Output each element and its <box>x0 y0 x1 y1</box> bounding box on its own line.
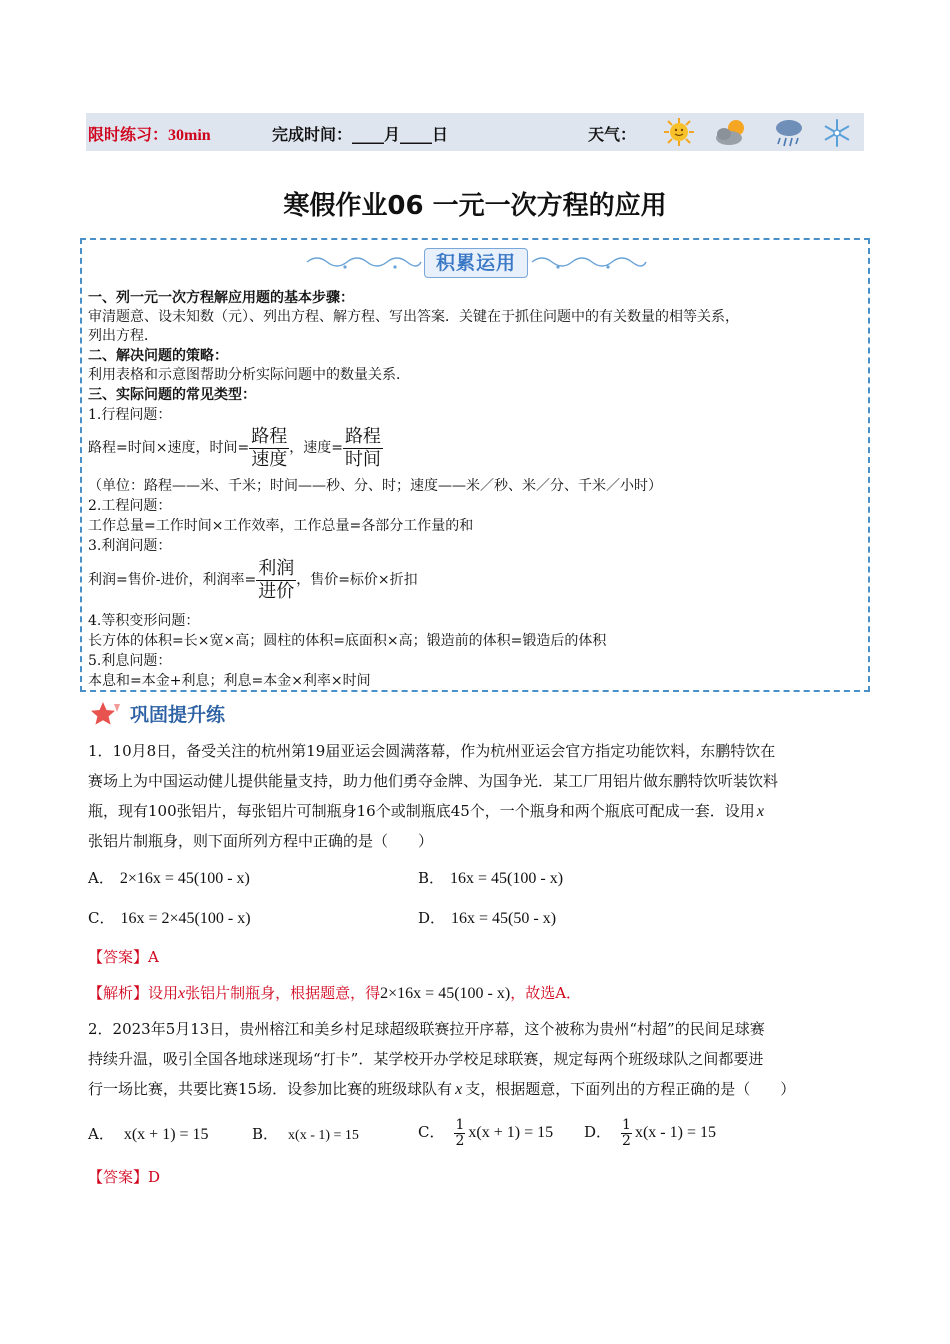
profit-formula-a: 利润=售价-进价，利润率= <box>88 572 257 588</box>
q2-line-2: 持续升温，吸引全国各地球迷现场“打卡”．某学校开办学校足球联赛，规定每两个班级球队之间都要进 <box>88 1050 764 1068</box>
type-work: 2.工程问题： <box>88 498 172 514</box>
q1-line-4: 张铝片制瓶身，则下面所列方程中正确的是（ ） <box>88 832 434 850</box>
fraction-numerator: 1 <box>622 1116 631 1133</box>
type-interest: 5.利息问题： <box>88 653 172 669</box>
option-equation: 16x = 45(50 - x) <box>451 910 557 927</box>
summary-banner: 积累运用 <box>424 248 528 278</box>
q2-option-d[interactable] <box>584 1112 716 1153</box>
weather-label: 天气： <box>588 125 637 144</box>
partly-cloudy-icon <box>712 116 752 148</box>
analysis-text-b: 张铝片制瓶身，根据题意，得 <box>185 984 381 1002</box>
option-equation: x(x - 1) = 15 <box>288 1128 359 1143</box>
interest-formula: 本息和=本金+利息；利息=本金×利率×时间 <box>88 673 371 689</box>
profit-rate-fraction <box>256 558 296 603</box>
q1-answer <box>88 947 159 967</box>
rain-cloud-icon <box>772 116 806 150</box>
analysis-label: 【解析】 <box>88 984 149 1002</box>
option-equation: 16x = 2×45(100 - x) <box>120 910 251 927</box>
q1-option-d[interactable] <box>418 908 556 929</box>
analysis-equation: 2×16x = 45(100 - x) <box>380 985 511 1002</box>
profit-formula <box>88 556 418 604</box>
option-label: C． <box>418 1123 445 1141</box>
option-label: B． <box>252 1125 279 1143</box>
fraction-numerator: 1 <box>455 1116 465 1133</box>
option-label: B． <box>418 869 445 887</box>
answer-value: A <box>148 948 159 966</box>
time-fraction <box>249 426 289 471</box>
option-label: D． <box>418 909 446 927</box>
fraction-denominator: 2 <box>622 1132 631 1149</box>
option-equation: x(x + 1) = 15 <box>123 1126 209 1143</box>
option-equation: 16x = 45(100 - x) <box>450 870 564 887</box>
travel-units: （单位：路程——米、千米；时间——秒、分、时；速度——米／秒、米／分、千米／小时） <box>88 478 662 494</box>
practice-time: 30min <box>168 127 211 144</box>
practice-label: 限时练习： <box>88 125 169 144</box>
star-icon <box>90 700 124 726</box>
half-fraction <box>621 1118 632 1149</box>
q2-option-c[interactable] <box>418 1112 553 1153</box>
q1-variable: x <box>756 803 764 820</box>
strategy-text: 利用表格和示意图帮助分析实际问题中的数量关系． <box>88 367 410 383</box>
answer-label: 【答案】 <box>88 1168 149 1186</box>
travel-formula-b: ，速度= <box>289 440 343 456</box>
q1-option-a[interactable] <box>88 868 250 889</box>
section-banner: 巩固提升练 <box>130 704 226 726</box>
option-equation: x(x + 1) = 15 <box>468 1124 554 1141</box>
q1-analysis <box>88 983 581 1004</box>
fraction-denominator: 速度 <box>251 448 288 470</box>
fraction-numerator: 利润 <box>258 557 295 579</box>
answer-value: D <box>148 1168 161 1186</box>
option-label: D． <box>584 1123 612 1141</box>
heading-types: 三、实际问题的常见类型： <box>88 387 256 403</box>
option-label: A． <box>88 1125 114 1143</box>
heading-strategy: 二、解决问题的策略： <box>88 348 228 364</box>
q2-option-b[interactable] <box>252 1124 359 1146</box>
q2-answer <box>88 1167 160 1187</box>
type-travel: 1.行程问题： <box>88 407 172 423</box>
steps-text-1: 审清题意、设未知数（元）、列出方程、解方程、写出答案．关键在于抓住问题中的有关数量的相等关系， <box>88 309 739 325</box>
speed-fraction <box>343 426 383 471</box>
heading-steps: 一、列一元一次方程解应用题的基本步骤： <box>88 290 354 306</box>
travel-formula <box>88 424 383 472</box>
q1-line-2: 赛场上为中国运动健儿提供能量支持，助力他们勇夺金牌、为国争光．某工厂用铝片做东鹏特饮听装饮料 <box>88 772 779 790</box>
fraction-numerator: 路程 <box>344 425 381 447</box>
q2-variable: x <box>455 1081 463 1098</box>
option-equation: 2×16x = 45(100 - x) <box>119 870 250 887</box>
profit-formula-b: ，售价=标价×折扣 <box>296 572 418 588</box>
analysis-variable: x <box>178 985 186 1002</box>
fraction-denominator: 时间 <box>344 448 381 470</box>
q1-line-3-text: 瓶，现有100张铝片，每张铝片可制瓶身16个或制瓶底45个，一个瓶身和两个瓶底可配成一套．设用 <box>88 802 755 820</box>
steps-text-2: 列出方程． <box>88 328 158 344</box>
practice-time-label <box>88 122 211 145</box>
finish-time-label: 完成时间：____月____日 <box>272 125 449 144</box>
q1-line-1: 1．10月8日，备受关注的杭州第19届亚运会圆满落幕，作为杭州亚运会官方指定功能饮料，东鹏特饮在 <box>88 742 776 760</box>
analysis-text-c: ，故选A． <box>510 984 582 1002</box>
type-volume: 4.等积变形问题： <box>88 613 200 629</box>
fraction-denominator: 进价 <box>258 580 295 602</box>
q1-option-b[interactable] <box>418 868 563 889</box>
half-fraction <box>454 1118 465 1149</box>
left-ornament <box>305 250 423 274</box>
q2-line-3 <box>88 1079 795 1100</box>
answer-label: 【答案】 <box>88 948 149 966</box>
option-label: C． <box>88 909 115 927</box>
q2-line-3-text-a: 行一场比赛，共要比赛15场．设参加比赛的班级球队有 <box>88 1080 453 1098</box>
fraction-numerator: 路程 <box>251 425 288 447</box>
travel-formula-a: 路程=时间×速度，时间= <box>88 440 250 456</box>
q1-line-3 <box>88 801 764 822</box>
q2-option-a[interactable] <box>88 1124 209 1145</box>
volume-formula: 长方体的体积=长×宽×高；圆柱的体积=底面积×高；锻造前的体积=锻造后的体积 <box>88 633 607 649</box>
page-title: 寒假作业06 一元一次方程的应用 <box>283 191 667 221</box>
fraction-denominator: 2 <box>455 1132 465 1149</box>
sun-icon <box>662 116 696 148</box>
right-ornament <box>530 250 648 274</box>
q2-line-3-text-b: 支，根据题意，下面列出的方程正确的是（ ） <box>465 1080 796 1098</box>
option-equation: x(x - 1) = 15 <box>634 1124 716 1141</box>
option-label: A． <box>88 869 114 887</box>
type-profit: 3.利润问题： <box>88 538 172 554</box>
analysis-text-a: 设用 <box>148 984 179 1002</box>
work-formula: 工作总量=工作时间×工作效率，工作总量=各部分工作量的和 <box>88 518 474 534</box>
q1-option-c[interactable] <box>88 908 251 929</box>
q2-line-1: 2．2023年5月13日，贵州榕江和美乡村足球超级联赛拉开序幕，这个被称为贵州“村超”的民间足球赛 <box>88 1020 765 1038</box>
snowflake-icon <box>822 118 852 148</box>
